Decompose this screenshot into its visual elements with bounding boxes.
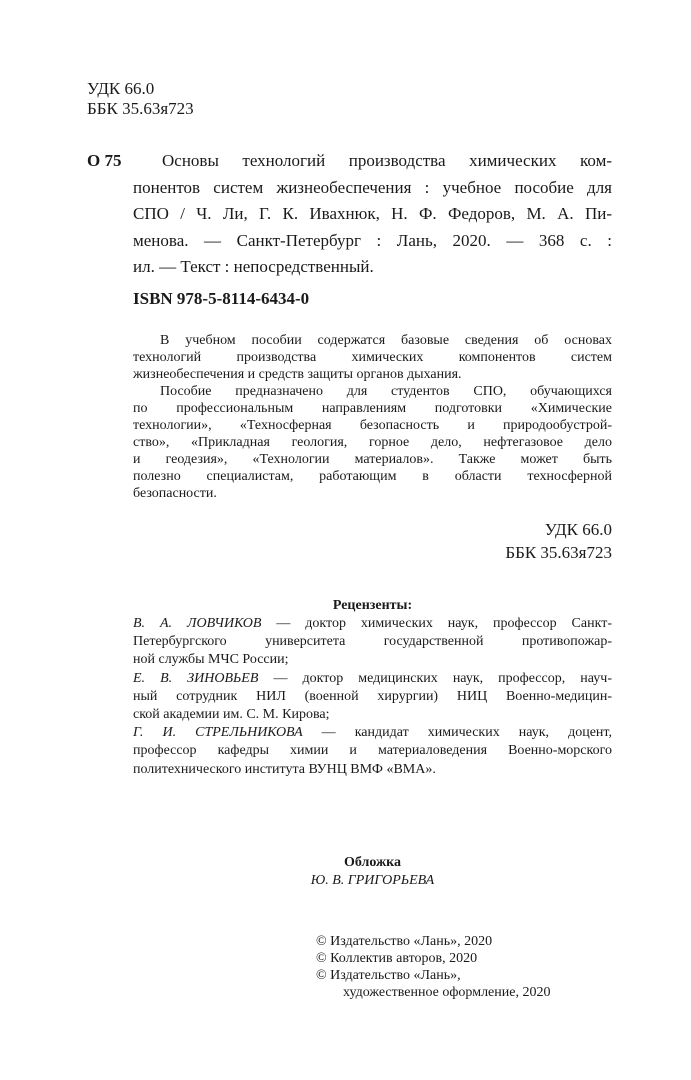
reviewer-line — [133, 671, 612, 686]
copyright-line: художественное оформление, 2020 — [343, 985, 551, 1000]
isbn: ISBN 978-5-8114-6434-0 — [133, 289, 310, 308]
reviewer-line — [133, 616, 612, 631]
bib-line: понентов систем жизнеобеспечения : учебное пособие для — [133, 178, 612, 197]
classification-bbk: ББК 35.63я723 — [505, 543, 612, 562]
reviewer-line — [133, 725, 612, 740]
abstract-line: по профессиональным направлениям подготовки «Химические — [133, 401, 612, 416]
header-udk: УДК 66.0 — [87, 79, 155, 98]
abstract-line: и геодезия», «Технологии материалов». Также может быть — [133, 452, 612, 467]
reviewer-line — [133, 652, 612, 667]
reviewer-text: — доктор химических наук, профессор Санкт- — [261, 616, 613, 631]
reviewer-name: Е. В. ЗИНОВЬЕВ — [133, 670, 259, 686]
abstract-line: полезно специалистам, работающим в области техносферной — [133, 469, 612, 484]
reviewer-line — [133, 634, 612, 649]
reviewer-line — [133, 762, 612, 777]
classification-udk: УДК 66.0 — [544, 520, 612, 539]
reviewer-line — [133, 707, 612, 722]
copyright-line: © Издательство «Лань», — [316, 968, 461, 983]
abstract-line: жизнеобеспечения и средств защиты органов дыхания. — [133, 367, 462, 382]
copyright-line: © Коллектив авторов, 2020 — [316, 951, 478, 966]
bib-line: СПО / Ч. Ли, Г. К. Ивахнюк, Н. Ф. Федоров, М. А. Пи- — [133, 204, 612, 223]
abstract-line: технологий производства химических компонентов систем — [133, 350, 612, 365]
reviewer-text: ской академии им. С. М. Кирова; — [133, 707, 330, 722]
abstract-line: В учебном пособии содержатся базовые сведения об основах — [160, 333, 612, 348]
reviewer-text: ный сотрудник НИЛ (военной хирургии) НИЦ Военно-медицин- — [133, 688, 612, 704]
header-bbk: ББК 35.63я723 — [87, 99, 194, 118]
reviewer-text: профессор кафедры химии и материаловедения Военно-морского — [133, 743, 612, 759]
reviewer-name: Г. И. СТРЕЛЬНИКОВА — [133, 725, 303, 741]
reviewer-text: — кандидат химических наук, доцент, — [302, 725, 612, 741]
abstract-line: ство», «Прикладная геология, горное дело, нефтегазовое дело — [133, 435, 612, 450]
reviewer-text: политехнического института ВУНЦ ВМФ «ВМА». — [133, 761, 436, 777]
reviewer-name: В. А. ЛОВЧИКОВ — [133, 616, 262, 631]
reviewer-text: — доктор медицинских наук, профессор, науч- — [258, 670, 612, 686]
copyright-line: © Издательство «Лань», 2020 — [316, 934, 493, 949]
reviewers-title: Рецензенты: — [332, 598, 413, 613]
abstract-line: Пособие предназначено для студентов СПО, обучающихся — [160, 384, 612, 399]
abstract-line: безопасности. — [133, 486, 217, 501]
bib-line: ил. — Текст : непосредственный. — [133, 257, 374, 276]
reviewer-text: Петербургского университета государственной противопожар- — [133, 634, 612, 650]
reviewer-line — [133, 689, 612, 704]
bib-line: менова. — Санкт-Петербург : Лань, 2020. — 368 с. : — [133, 231, 612, 250]
bib-code: О 75 — [87, 151, 122, 170]
bib-line: Основы технологий производства химических ком- — [162, 151, 612, 170]
reviewer-line — [133, 743, 612, 758]
cover-artist: Ю. В. ГРИГОРЬЕВА — [310, 873, 435, 888]
cover-title: Обложка — [343, 855, 402, 870]
abstract-line: технологии», «Техносферная безопасность и природообустрой- — [133, 418, 612, 433]
reviewer-text: ной службы МЧС России; — [133, 652, 289, 668]
